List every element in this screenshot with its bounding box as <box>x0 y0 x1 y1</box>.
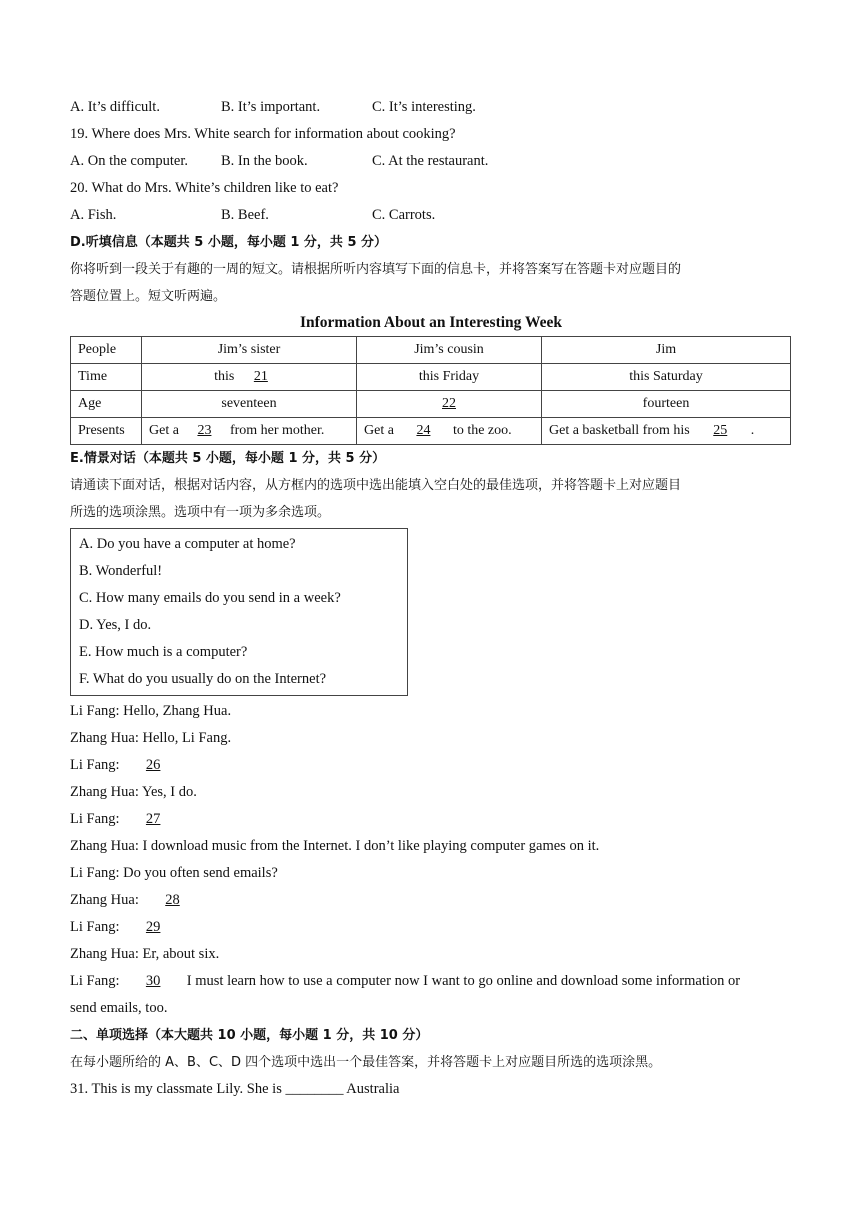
option-c: C. Carrots. <box>372 207 436 223</box>
cell-header: Jim <box>542 337 791 364</box>
q20-question: 20. What do Mrs. White’s children like to eat? <box>70 180 339 196</box>
cell-text: Get a <box>364 423 394 438</box>
dialogue-line: Li Fang: Hello, Zhang Hua. <box>70 703 232 719</box>
option-a: A. Fish. <box>70 207 117 223</box>
option-b: B. In the book. <box>221 153 308 169</box>
cell-label: People <box>71 337 142 364</box>
cell-text: this <box>214 369 235 384</box>
speaker: Li Fang: <box>70 973 120 989</box>
option-c: C. At the restaurant. <box>372 153 489 169</box>
cell-age-cousin <box>357 391 542 418</box>
box-option-d: D. Yes, I do. <box>79 617 152 633</box>
box-option-b: B. Wonderful! <box>79 563 163 579</box>
blank-21: 21 <box>253 369 268 384</box>
box-option-c: C. How many emails do you send in a week? <box>79 590 341 606</box>
section-d-instruction-2: 答题位置上。短文听两遍。 <box>70 289 227 304</box>
box-option-e: E. How much is a computer? <box>79 644 248 660</box>
blank-24: 24 <box>416 423 431 438</box>
speaker: Li Fang: <box>70 757 120 773</box>
blank-23: 23 <box>197 423 212 438</box>
option-b: B. Beef. <box>221 207 269 223</box>
cell-label: Time <box>71 364 142 391</box>
cell-presents-jim <box>542 418 791 445</box>
dialogue-line <box>70 968 792 995</box>
cell-text: from her mother. <box>229 423 325 438</box>
section-2-instruction: 在每小题所给的 A、B、C、D 四个选项中选出一个最佳答案，并将答题卡上对应题目所选的选项涂黑。 <box>70 1055 662 1070</box>
blank-25: 25 <box>713 423 728 438</box>
blank-22: 22 <box>442 396 456 411</box>
speaker: Zhang Hua: <box>70 892 139 908</box>
q18-options <box>70 94 792 121</box>
cell-text: to the zoo. <box>452 423 512 438</box>
q19-options <box>70 148 792 175</box>
section-e-instruction-1: 请通读下面对话，根据对话内容，从方框内的选项中选出能填入空白处的最佳选项，并将答题卡上对应题目 <box>70 478 682 493</box>
option-c: C. It’s interesting. <box>372 99 476 115</box>
cell-text: . <box>750 423 755 438</box>
cell-presents-sister <box>142 418 357 445</box>
section-e-instruction-2: 所选的选项涂黑。选项中有一项为多余选项。 <box>70 505 331 520</box>
speaker: Li Fang: <box>70 919 120 935</box>
dialogue-line <box>70 887 792 914</box>
speaker: Li Fang: <box>70 811 120 827</box>
dialogue-line <box>70 914 792 941</box>
dialogue-line: Zhang Hua: I download music from the Internet. I don’t like playing computer games on it. <box>70 838 600 854</box>
info-table <box>70 336 791 445</box>
exam-page <box>70 94 792 1103</box>
option-b: B. It’s important. <box>221 99 321 115</box>
cell-age-sister: seventeen <box>142 391 357 418</box>
blank-26: 26 <box>145 757 161 773</box>
blank-30: 30 <box>145 973 161 989</box>
table-title: Information About an Interesting Week <box>299 314 563 331</box>
dialogue-line <box>70 752 792 779</box>
cell-label: Age <box>71 391 142 418</box>
dialogue-text: I must learn how to use a computer now I want to go online and download some information or <box>186 973 741 989</box>
dialogue-line <box>70 806 792 833</box>
option-a: A. On the computer. <box>70 153 188 169</box>
blank-28: 28 <box>165 892 180 908</box>
table-row-people <box>71 337 791 364</box>
cell-time-jim: this Saturday <box>542 364 791 391</box>
table-row-age <box>71 391 791 418</box>
cell-presents-cousin <box>357 418 542 445</box>
cell-time-cousin: this Friday <box>357 364 542 391</box>
dialogue-line: Li Fang: Do you often send emails? <box>70 865 278 881</box>
cell-label: Presents <box>71 418 142 445</box>
options-box <box>70 528 408 696</box>
blank-29: 29 <box>145 919 161 935</box>
dialogue-line: Zhang Hua: Yes, I do. <box>70 784 197 800</box>
section-d-instruction-1: 你将听到一段关于有趣的一周的短文。请根据所听内容填写下面的信息卡，并将答案写在答题卡对应题目的 <box>70 262 682 277</box>
cell-time-sister <box>142 364 357 391</box>
table-row-time <box>71 364 791 391</box>
table-row-presents <box>71 418 791 445</box>
cell-header: Jim’s cousin <box>357 337 542 364</box>
option-a: A. It’s difficult. <box>70 99 160 115</box>
q19-question: 19. Where does Mrs. White search for information about cooking? <box>70 126 456 142</box>
section-e-title: E.情景对话（本题共 5 小题，每小题 1 分，共 5 分） <box>70 451 386 466</box>
section-2-title: 二、单项选择（本大题共 10 小题，每小题 1 分，共 10 分） <box>70 1028 429 1043</box>
blank-27: 27 <box>145 811 161 827</box>
cell-header: Jim’s sister <box>142 337 357 364</box>
q31-question: 31. This is my classmate Lily. She is ________ Australia <box>70 1081 400 1097</box>
dialogue-line: send emails, too. <box>70 1000 168 1016</box>
cell-text: Get a basketball from his <box>549 423 690 438</box>
section-d-title: D.听填信息（本题共 5 小题，每小题 1 分，共 5 分） <box>70 235 388 250</box>
cell-age-jim: fourteen <box>542 391 791 418</box>
box-option-a: A. Do you have a computer at home? <box>79 536 296 552</box>
q20-options <box>70 202 792 229</box>
dialogue-line: Zhang Hua: Hello, Li Fang. <box>70 730 232 746</box>
cell-text: Get a <box>149 423 179 438</box>
box-option-f: F. What do you usually do on the Internet? <box>79 671 327 687</box>
dialogue-line: Zhang Hua: Er, about six. <box>70 946 220 962</box>
